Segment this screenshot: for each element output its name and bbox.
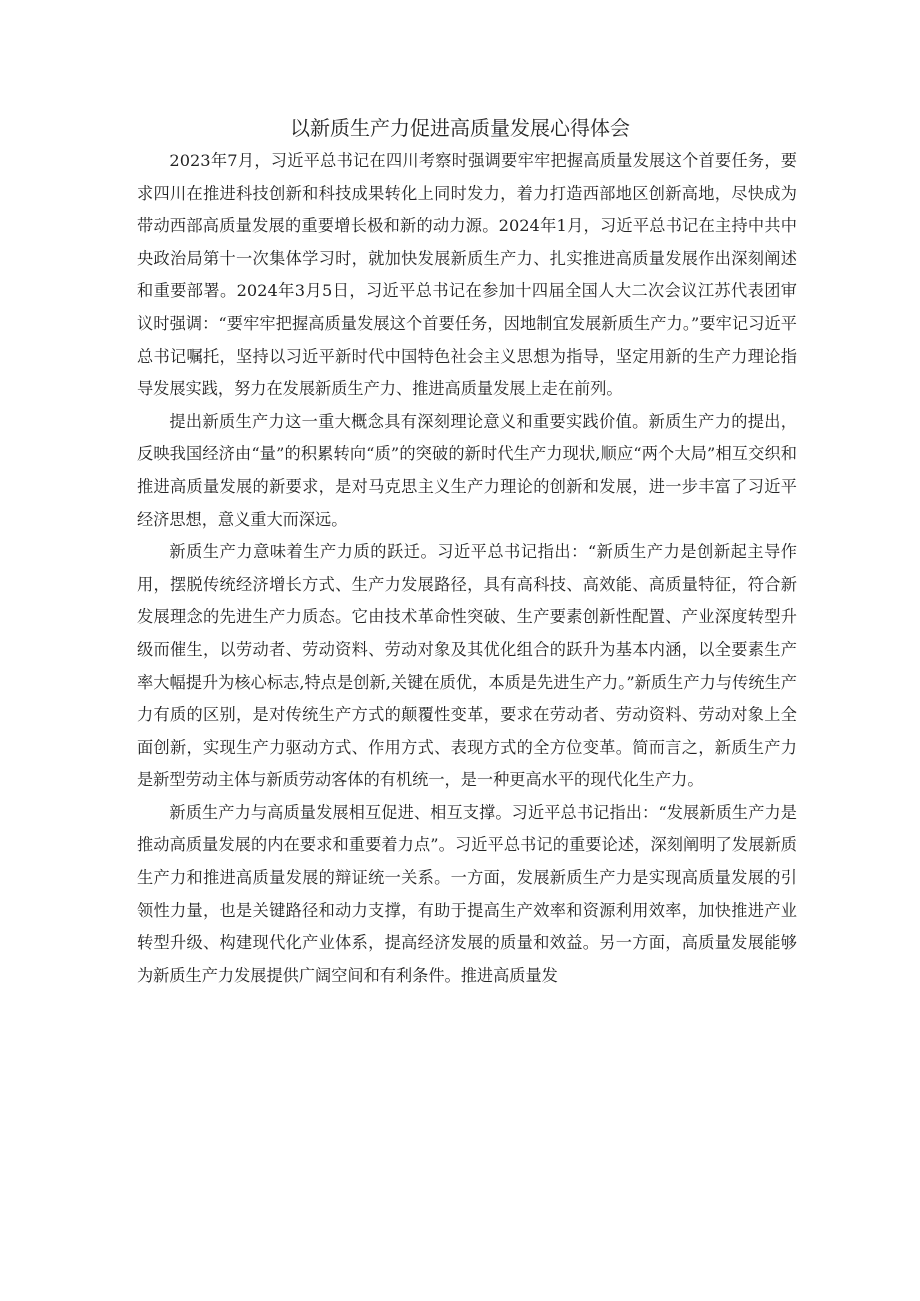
paragraph-2: 提出新质生产力这一重大概念具有深刻理论意义和重要实践价值。新质生产力的提出，反映我国经济由“量”的积累转向“质”的突破的新时代生产力现状,顺应“两个大局”相互交织和推进高质量发展的新要求，是对马克思主义生产力理论的创新和发展，进一步丰富了习近平经济思想，意义重大而深远。 xyxy=(137,411,797,529)
paragraph-1: 2023年7月，习近平总书记在四川考察时强调要牢牢把握高质量发展这个首要任务，要求四川在推进科技创新和科技成果转化上同时发力，着力打造西部地区创新高地，尽快成为带动西部高质量发展的重要增长极和新的动力源。2024年1月，习近平总书记在主持中共中央政治局第十一次集体学习时，就加快发展新质生产力、扎实推进高质量发展作出深刻阐述和重要部署。2024年3月5日，习近平总书记在参加十四届全国人大二次会议江苏代表团审议时强调：“要牢牢把握高质量发展这个首要任务，因地制宜发展新质生产力。”要牢记习近平总书记嘱托，坚持以习近平新时代中国特色社会主义思想为指导，坚定用新的生产力理论指导发展实践，努力在发展新质生产力、推进高质量发展上走在前列。 xyxy=(137,151,797,399)
paragraph-4: 新质生产力与高质量发展相互促进、相互支撑。习近平总书记指出：“发展新质生产力是推动高质量发展的内在要求和重要着力点”。习近平总书记的重要论述，深刻阐明了发展新质生产力和推进高质量发展的辩证统一关系。一方面，发展新质生产力是实现高质量发展的引领性力量，也是关键路径和动力支撑，有助于提高生产效率和资源利用效率，加快推进产业转型升级、构建现代化产业体系，提高经济发展的质量和效益。另一方面，高质量发展能够为新质生产力发展提供广阔空间和有利条件。推进高质量发 xyxy=(137,802,797,985)
document-body xyxy=(137,145,797,992)
paragraph-3: 新质生产力意味着生产力质的跃迁。习近平总书记指出：“新质生产力是创新起主导作用，摆脱传统经济增长方式、生产力发展路径，具有高科技、高效能、高质量特征，符合新发展理念的先进生产力质态。它由技术革命性突破、生产要素创新性配置、产业深度转型升级而催生，以劳动者、劳动资料、劳动对象及其优化组合的跃升为基本内涵，以全要素生产率大幅提升为核心标志,特点是创新,关键在质优，本质是先进生产力。”新质生产力与传统生产力有质的区别，是对传统生产方式的颠覆性变革，要求在劳动者、劳动资料、劳动对象上全面创新，实现生产力驱动方式、作用方式、表现方式的全方位变革。简而言之，新质生产力是新型劳动主体与新质劳动客体的有机统一，是一种更高水平的现代化生产力。 xyxy=(137,542,797,790)
document-title: 以新质生产力促进高质量发展心得体会 xyxy=(290,116,630,140)
